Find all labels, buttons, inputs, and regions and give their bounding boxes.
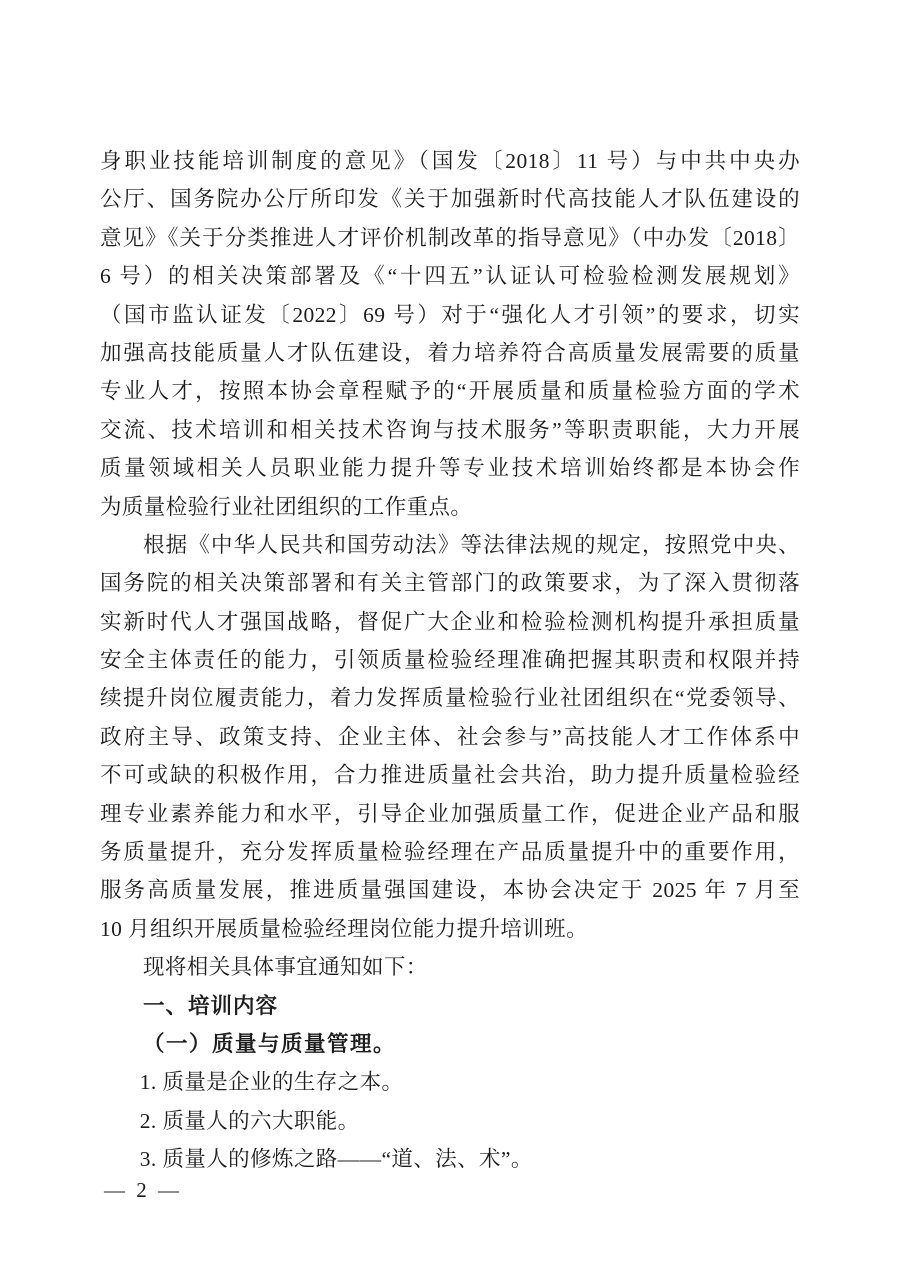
text-line: 10 月组织开展质量检验经理岗位能力提升培训班。	[100, 916, 588, 941]
text-line: 公厅、国务院办公厅所印发《关于加强新时代高技能人才队伍建设的	[100, 187, 800, 212]
text-line: 根据《中华人民共和国劳动法》等法律法规的规定，按照党中央、	[143, 532, 800, 557]
text-line: 质量领域相关人员职业能力提升等专业技术培训始终都是本协会作	[100, 456, 800, 481]
text-line: 理专业素养能力和水平，引导企业加强质量工作，促进企业产品和服	[100, 801, 800, 826]
text-line: 意见》《关于分类推进人才评价机制改革的指导意见》（中办发〔2018〕	[100, 225, 800, 250]
text-line: 续提升岗位履责能力，着力发挥质量检验行业社团组织在“党委领导、	[100, 686, 800, 711]
text-line: （国市监认证发〔2022〕69 号）对于“强化人才引领”的要求，切实	[100, 302, 800, 327]
document-body	[100, 142, 800, 1179]
text-line: 6 号）的相关决策部署及《“十四五”认证认可检验检测发展规划》	[100, 264, 800, 289]
text-line: 1. 质量是企业的生存之本。	[139, 1070, 404, 1095]
section-heading: （一）质量与质量管理。	[143, 1031, 397, 1056]
text-line: 国务院的相关决策部署和有关主管部门的政策要求，为了深入贯彻落	[100, 571, 800, 596]
page-number: — 2 —	[104, 1178, 182, 1202]
text-line: 3. 质量人的修炼之路——“道、法、术”。	[139, 1147, 533, 1172]
text-line: 政府主导、政策支持、企业主体、社会参与”高技能人才工作体系中	[100, 724, 800, 749]
text-line: 2. 质量人的六大职能。	[139, 1108, 360, 1133]
text-line: 为质量检验行业社团组织的工作重点。	[100, 494, 473, 519]
text-line: 不可或缺的积极作用，合力推进质量社会共治，助力提升质量检验经	[100, 763, 800, 788]
text-line: 专业人才，按照本协会章程赋予的“开展质量和质量检验方面的学术	[100, 379, 800, 404]
text-line: 加强高技能质量人才队伍建设，着力培养符合高质量发展需要的质量	[100, 340, 800, 365]
text-line: 服务高质量发展，推进质量强国建设，本协会决定于 2025 年 7 月至	[100, 878, 800, 903]
text-line: 安全主体责任的能力，引领质量检验经理准确把握其职责和权限并持	[100, 648, 800, 673]
section-heading: 一、培训内容	[143, 993, 279, 1018]
text-line: 交流、技术培训和相关技术咨询与技术服务”等职责职能，大力开展	[100, 417, 800, 442]
text-line: 实新时代人才强国战略，督促广大企业和检验检测机构提升承担质量	[100, 609, 800, 634]
text-line: 身职业技能培训制度的意见》（国发〔2018〕11 号）与中共中央办	[100, 149, 800, 173]
text-line: 现将相关具体事宜通知如下：	[143, 955, 428, 980]
text-line: 务质量提升，充分发挥质量检验经理在产品质量提升中的重要作用，	[100, 840, 800, 865]
